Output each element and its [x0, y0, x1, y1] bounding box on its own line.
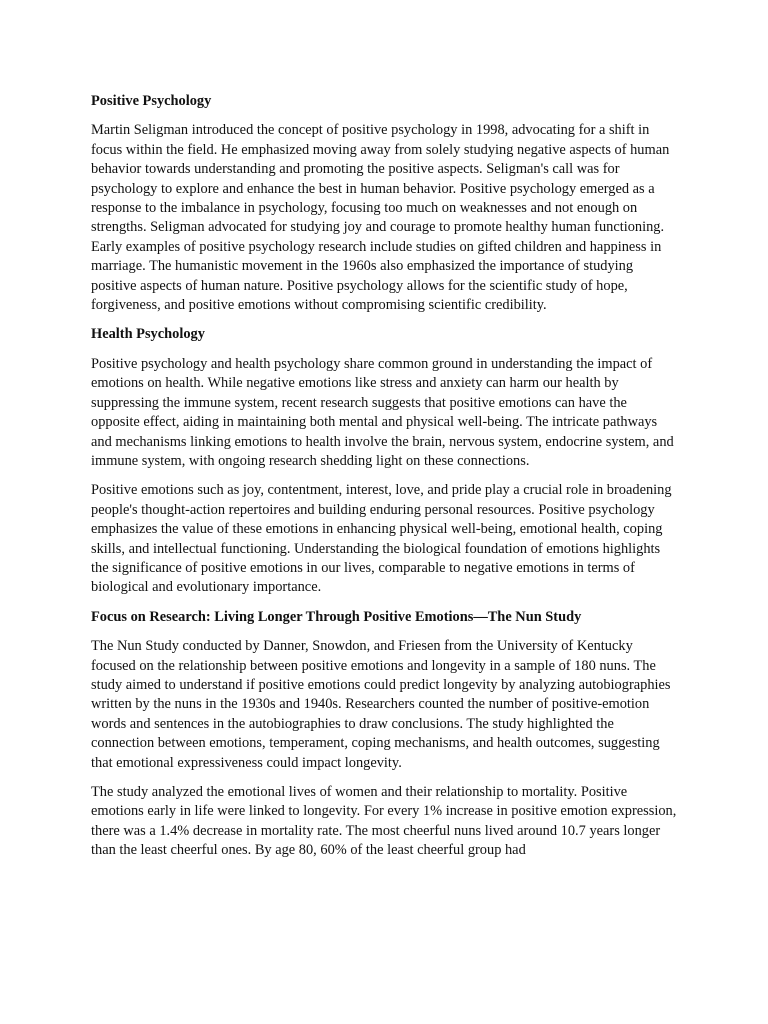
paragraph: Martin Seligman introduced the concept of positive psychology in 1998, advocating for a shift in focus within the field. He emphasized moving away from solely studying negative aspects of human behavior towards understanding and promoting the positive aspects. Seligman's call was for psychology to explore and enhance the best in human behavior. Positive psychology emerged as a response to the imbalance in psychology, focusing too much on weaknesses and not enough on strengths. Seligman advocated for studying joy and courage to promote healthy human functioning. Early examples of positive psychology research include studies on gifted children and happiness in marriage. The humanistic movement in the 1960s also emphasized the importance of studying positive aspects of human nature. Positive psychology allows for the scientific study of hope, forgiveness, and positive emotions without compromising scientific credibility.	[91, 122, 670, 314]
paragraph: The study analyzed the emotional lives of women and their relationship to mortality. Positive emotions early in life were linked to longevity. For every 1% increase in positive emotion expression, there was a 1.4% decrease in mortality rate. The most cheerful nuns lived around 10.7 years longer than the least cheerful ones. By age 80, 60% of the least cheerful group had	[91, 784, 677, 859]
section-heading: Health Psychology	[91, 326, 205, 343]
paragraph: The Nun Study conducted by Danner, Snowdon, and Friesen from the University of Kentucky focused on the relationship between positive emotions and longevity in a sample of 180 nuns. The study aimed to understand if positive emotions could predict longevity by analyzing autobiographies written by the nuns in the 1930s and 1940s. Researchers counted the number of positive-emotion words and sentences in the autobiographies to draw conclusions. The study highlighted the connection between emotions, temperament, coping mechanisms, and health outcomes, suggesting that emotional expressiveness could impact longevity.	[91, 638, 671, 771]
section-heading: Focus on Research: Living Longer Through Positive Emotions—The Nun Study	[91, 608, 582, 625]
section-health-psychology	[91, 325, 679, 597]
section-heading: Positive Psychology	[91, 93, 212, 109]
paragraph: Positive psychology and health psychology share common ground in understanding the impact of emotions on health. While negative emotions like stress and anxiety can harm our health by suppressing the immune system, recent research suggests that positive emotions can have the opposite effect, aiding in maintaining both mental and physical well-being. The intricate pathways and mechanisms linking emotions to health involve the brain, nervous system, endocrine system, and immune system, with ongoing research shedding light on these connections.	[91, 355, 674, 469]
section-nun-study	[91, 608, 679, 861]
section-positive-psychology	[91, 92, 679, 315]
paragraph: Positive emotions such as joy, contentment, interest, love, and pride play a crucial role in broadening people's thought-action repertoires and building enduring personal resources. Positive psychology emphasizes the value of these emotions in enhancing physical well-being, emotional health, coping skills, and intellectual functioning. Understanding the biological foundation of emotions highlights the significance of positive emotions in our lives, comparable to negative emotions in terms of biological and evolutionary importance.	[91, 482, 672, 596]
document-page	[91, 92, 679, 871]
